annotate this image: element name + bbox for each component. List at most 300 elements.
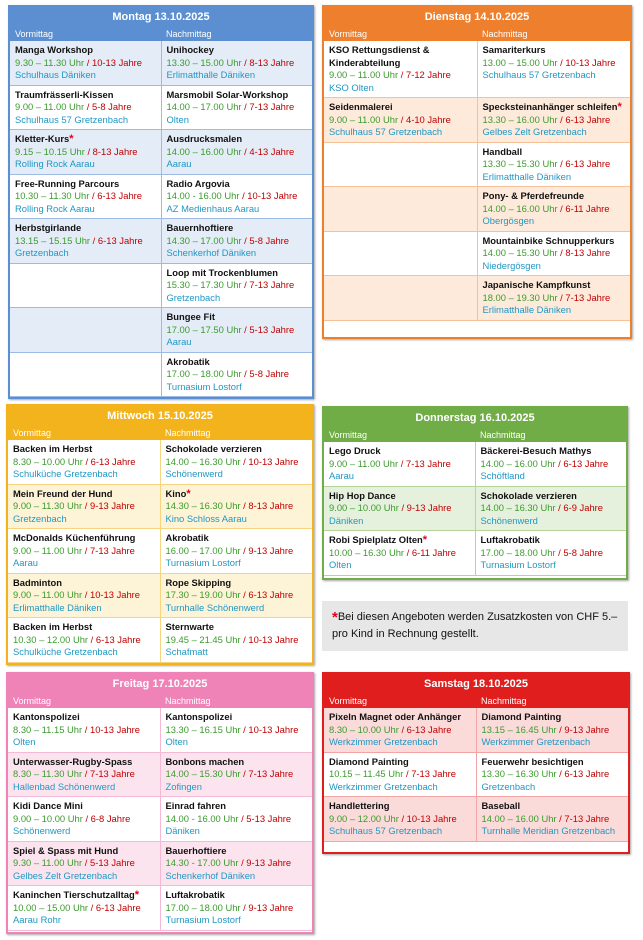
- location: Schulhaus 57 Gretzenbach: [482, 69, 596, 80]
- time-range: 9.00 – 11.00 Uhr: [329, 457, 399, 469]
- activity-title: [15, 222, 157, 235]
- activity-name: Backen im Herbst: [13, 443, 93, 454]
- table-row: [324, 797, 628, 842]
- age-range: 7-12 Jahre: [405, 69, 451, 80]
- time-age-line: [481, 502, 623, 515]
- time-age-line: [167, 368, 309, 381]
- location: Olten: [329, 559, 352, 570]
- morning-cell: [8, 886, 160, 930]
- activity-name: Bauernhoftiere: [166, 222, 234, 233]
- time-age-line: [166, 589, 309, 602]
- age-range: 6-13 Jahre: [95, 901, 141, 913]
- activity-table: [324, 442, 626, 576]
- activity-title: [482, 756, 625, 769]
- time-range: 9.00 – 11.00 Uhr: [329, 113, 399, 125]
- location: Aarau: [329, 470, 355, 481]
- activity-name: Bauerhoftiere: [165, 844, 227, 856]
- activity-name: Schokolade verzieren: [480, 489, 577, 501]
- activity-title: [483, 44, 627, 57]
- location: Erlimatthalle Däniken: [13, 601, 102, 613]
- time-age-line: [13, 724, 156, 737]
- location: Werkzimmer Gretzenbach: [329, 780, 438, 792]
- activity-name: Pony- & Pferdefreunde: [482, 190, 585, 201]
- afternoon-cell: [475, 442, 627, 486]
- afternoon-cell: [160, 797, 313, 841]
- age-range: 9-13 Jahre: [248, 544, 294, 556]
- activity-title: [13, 756, 156, 769]
- activity-name: Luftakrobatik: [165, 889, 225, 900]
- column-header-row: [8, 426, 312, 440]
- location: Schönenwerd: [13, 825, 71, 836]
- location: KSO Olten: [329, 81, 374, 93]
- table-row: [10, 41, 312, 86]
- table-row: [8, 886, 312, 931]
- morning-cell: [324, 531, 475, 575]
- location: Gelbes Zelt Gretzenbach: [482, 126, 587, 137]
- time-age-line: [15, 101, 157, 114]
- activity-title: [329, 800, 472, 813]
- morning-cell: [10, 41, 161, 85]
- time-age-line: [13, 500, 156, 513]
- activity-name: Handlettering: [329, 800, 390, 811]
- morning-cell: [324, 143, 477, 187]
- activity-title: [483, 101, 627, 114]
- column-header-morning: Vormittag: [13, 428, 52, 438]
- age-range: 6-13 Jahre: [95, 633, 141, 645]
- location: Gretzenbach: [15, 247, 69, 258]
- activity-title: [166, 756, 309, 769]
- time-range: 13.30 – 15.00 Uhr: [166, 56, 242, 68]
- time-range: 9.30 – 11.00 Uhr: [13, 857, 83, 868]
- time-age-line: [483, 158, 627, 171]
- time-range: 14.00 – 17.00 Uhr: [166, 101, 242, 112]
- separator: /: [240, 544, 249, 556]
- separator: /: [241, 234, 250, 246]
- location: Zofingen: [165, 780, 202, 792]
- activity-name: Herbstgirlande: [15, 222, 82, 233]
- activity-title: [329, 490, 471, 503]
- time-age-line: [483, 203, 627, 216]
- separator: /: [240, 589, 249, 600]
- activity-name: Akrobatik: [166, 355, 210, 367]
- time-age-line: [167, 57, 309, 70]
- day-title: Montag 13.10.2025: [10, 7, 312, 27]
- column-header-row: [324, 694, 628, 708]
- time-age-line: [329, 768, 472, 781]
- day-panel-monday: [8, 5, 314, 399]
- time-age-line: [166, 857, 309, 870]
- activity-title: [13, 800, 156, 813]
- age-range: 6-13 Jahre: [248, 589, 294, 600]
- afternoon-cell: [160, 574, 313, 618]
- activity-name: Hip Hop Dance: [329, 489, 396, 501]
- age-range: 10-13 Jahre: [248, 455, 299, 467]
- activity-title: [166, 443, 309, 456]
- location: Schulküche Gretzenbach: [13, 646, 118, 657]
- age-range: 8-13 Jahre: [248, 500, 294, 511]
- afternoon-cell: [477, 232, 631, 276]
- asterisk-icon: *: [617, 101, 622, 113]
- column-header-row: [324, 428, 626, 442]
- age-range: 6-13 Jahre: [90, 455, 136, 467]
- activity-title: [329, 534, 471, 547]
- time-age-line: [15, 190, 157, 203]
- separator: /: [82, 589, 90, 600]
- afternoon-cell: [160, 842, 313, 886]
- activity-title: [483, 190, 627, 203]
- afternoon-cell: [161, 264, 313, 308]
- separator: /: [238, 857, 247, 868]
- activity-title: [15, 89, 157, 102]
- separator: /: [241, 56, 250, 68]
- day-panel-thursday: [322, 406, 628, 580]
- time-range: 9.00 – 11.00 Uhr: [13, 544, 83, 556]
- column-header-morning: Vormittag: [329, 696, 368, 706]
- location: Obergösgen: [482, 215, 535, 226]
- activity-name: Spiel & Spass mit Hund: [13, 844, 119, 856]
- activity-name: Samariterkurs: [482, 44, 546, 55]
- activity-title: [13, 845, 156, 858]
- time-age-line: [481, 547, 623, 560]
- age-range: 9-13 Jahre: [564, 723, 610, 735]
- morning-cell: [324, 753, 476, 797]
- activity-title: [166, 711, 309, 724]
- location: Aarau: [166, 336, 192, 347]
- separator: /: [82, 857, 90, 868]
- activity-title: [13, 711, 156, 724]
- time-range: 14.00 - 16.00 Uhr: [165, 812, 239, 824]
- column-header-afternoon: Nachmittag: [165, 696, 211, 706]
- afternoon-cell: [475, 531, 627, 575]
- time-age-line: [15, 235, 157, 248]
- extra-cost-note: [322, 601, 628, 651]
- time-range: 16.00 – 17.00 Uhr: [165, 544, 241, 556]
- age-range: 6-13 Jahre: [564, 768, 610, 779]
- separator: /: [557, 158, 566, 169]
- separator: /: [240, 455, 249, 467]
- afternoon-cell: [160, 753, 313, 797]
- age-range: 7-13 Jahre: [249, 279, 295, 290]
- time-age-line: [13, 589, 156, 602]
- activity-title: [166, 800, 309, 813]
- afternoon-cell: [160, 886, 313, 930]
- age-range: 10-13 Jahre: [248, 723, 299, 735]
- time-range: 17.00 – 17.50 Uhr: [166, 323, 242, 335]
- activity-table: [324, 41, 630, 321]
- morning-cell: [324, 276, 477, 320]
- table-row: [10, 353, 312, 398]
- time-range: 9.00 – 11.00 Uhr: [15, 101, 85, 112]
- table-row: [324, 753, 628, 798]
- table-row: [10, 264, 312, 309]
- time-range: 14.00 – 16.00 Uhr: [480, 457, 556, 469]
- activity-title: [482, 800, 625, 813]
- time-range: 9.30 – 11.30 Uhr: [15, 56, 85, 68]
- time-range: 8.30 – 11.30 Uhr: [13, 768, 83, 779]
- separator: /: [557, 291, 566, 303]
- table-row: [8, 842, 312, 887]
- age-range: 7-13 Jahre: [249, 101, 295, 112]
- time-range: 19.45 – 21.45 Uhr: [165, 633, 241, 645]
- age-range: 6-11 Jahre: [411, 546, 457, 558]
- separator: /: [82, 812, 91, 824]
- age-range: 7-13 Jahre: [248, 768, 294, 779]
- location: Kino Schloss Aarau: [165, 512, 247, 524]
- separator: /: [557, 113, 566, 125]
- activity-name: Einrad fahren: [165, 800, 226, 811]
- morning-cell: [8, 529, 160, 573]
- separator: /: [398, 69, 406, 80]
- location: Rolling Rock Aarau: [15, 158, 95, 169]
- location: Aarau: [13, 557, 39, 568]
- activity-title: [13, 621, 156, 634]
- column-header-afternoon: Nachmittag: [480, 430, 526, 440]
- time-range: 14.00 – 16.30 Uhr: [480, 502, 556, 513]
- location: Turnhalle Schönenwerd: [165, 601, 265, 613]
- activity-title: [166, 577, 309, 590]
- time-range: 17.00 – 18.00 Uhr: [166, 368, 242, 379]
- activity-name: McDonalds Küchenführung: [13, 532, 136, 543]
- day-title: Samstag 18.10.2025: [324, 674, 628, 694]
- separator: /: [556, 768, 565, 779]
- time-range: 10.00 – 15.00 Uhr: [13, 901, 89, 913]
- time-range: 8.30 – 10.00 Uhr: [329, 723, 399, 735]
- time-age-line: [329, 114, 473, 127]
- age-range: 7-13 Jahre: [564, 812, 610, 824]
- separator: /: [84, 145, 93, 157]
- activity-title: [167, 356, 309, 369]
- day-panel-wednesday: [6, 404, 314, 665]
- separator: /: [82, 544, 90, 556]
- location: Schenkerhof Däniken: [166, 247, 257, 258]
- activity-name: Kantonspolizei: [13, 711, 80, 722]
- time-range: 14.00 – 15.30 Uhr: [482, 247, 558, 258]
- separator: /: [238, 812, 247, 824]
- age-range: 10-13 Jahre: [406, 812, 457, 824]
- time-age-line: [482, 724, 625, 737]
- location: Erlimatthalle Däniken: [482, 170, 572, 182]
- activity-name: Diamond Painting: [481, 711, 562, 722]
- separator: /: [557, 247, 566, 258]
- location: Gretzenbach: [166, 291, 221, 303]
- table-row: [324, 232, 630, 277]
- activity-name: Handball: [482, 145, 523, 157]
- separator: /: [88, 901, 96, 913]
- activity-title: [13, 889, 156, 902]
- afternoon-cell: [161, 308, 313, 352]
- morning-cell: [8, 618, 160, 662]
- age-range: 7-13 Jahre: [89, 544, 135, 556]
- activity-title: [483, 146, 627, 159]
- activity-name: Backen im Herbst: [13, 621, 93, 632]
- activity-name: Free-Running Parcours: [15, 177, 120, 189]
- age-range: 7-13 Jahre: [405, 457, 451, 469]
- location: Turnasium Lostorf: [165, 914, 241, 925]
- activity-name: Kantonspolizei: [165, 711, 233, 722]
- time-age-line: [13, 768, 156, 781]
- activity-title: [483, 235, 627, 248]
- separator: /: [239, 190, 248, 201]
- age-range: 6-13 Jahre: [97, 190, 143, 201]
- afternoon-cell: [477, 276, 631, 320]
- time-age-line: [13, 634, 156, 647]
- time-range: 13.30 – 16.30 Uhr: [481, 768, 557, 779]
- location: Erlimatthalle Däniken: [482, 304, 572, 315]
- location: Gretzenbach: [481, 780, 536, 792]
- age-range: 8-13 Jahre: [565, 247, 611, 258]
- activity-name: Bungee Fit: [166, 311, 215, 322]
- table-row: [324, 442, 626, 487]
- activity-table: [8, 440, 312, 663]
- afternoon-cell: [161, 41, 313, 85]
- age-range: 7-13 Jahre: [565, 291, 611, 303]
- separator: /: [89, 190, 98, 201]
- time-range: 14.00 – 16.30 Uhr: [165, 455, 241, 467]
- activity-name: Loop mit Trockenblumen: [166, 266, 278, 278]
- activity-name: Kaninchen Tierschutzalltag: [13, 889, 135, 900]
- table-row: [10, 219, 312, 264]
- time-age-line: [166, 813, 309, 826]
- activity-title: [167, 89, 309, 102]
- afternoon-cell: [477, 98, 631, 142]
- time-range: 9.00 – 11.30 Uhr: [13, 500, 83, 511]
- time-age-line: [13, 545, 156, 558]
- time-range: 9.00 – 11.00 Uhr: [329, 69, 399, 80]
- time-range: 13.15 – 15.15 Uhr: [15, 234, 91, 246]
- afternoon-cell: [160, 529, 313, 573]
- age-range: 10-13 Jahre: [248, 633, 299, 645]
- location: Schafmatt: [165, 646, 208, 657]
- activity-name: Mountainbike Schnupperkurs: [482, 234, 615, 246]
- separator: /: [555, 502, 564, 513]
- day-panel-saturday: [322, 672, 630, 854]
- location: Turnasium Lostorf: [165, 557, 241, 568]
- activity-title: [167, 267, 309, 280]
- table-row: [8, 753, 312, 798]
- activity-name: Marsmobil Solar-Workshop: [166, 88, 289, 100]
- activity-title: [329, 44, 473, 69]
- location: Schulhaus 57 Gretzenbach: [329, 825, 443, 836]
- morning-cell: [324, 187, 477, 231]
- activity-title: [483, 279, 627, 292]
- age-range: 5-8 Jahre: [249, 234, 289, 246]
- activity-name: Specksteinanhänger schleifen: [482, 101, 618, 112]
- time-range: 18.00 – 19.30 Uhr: [482, 291, 558, 303]
- time-age-line: [13, 902, 156, 915]
- activity-table: [8, 708, 312, 931]
- activity-title: [481, 490, 623, 503]
- age-range: 5-13 Jahre: [249, 323, 295, 335]
- note-text: Bei diesen Angeboten werden Zusatzkosten von CHF 5.– pro Kind in Rechnung gestellt.: [332, 611, 618, 640]
- column-header-afternoon: Nachmittag: [481, 696, 527, 706]
- age-range: 4-10 Jahre: [405, 113, 451, 125]
- afternoon-cell: [475, 487, 627, 531]
- time-age-line: [167, 324, 309, 337]
- activity-name: Seidenmalerei: [329, 101, 393, 112]
- time-age-line: [13, 857, 156, 870]
- column-header-afternoon: Nachmittag: [166, 29, 212, 39]
- table-row: [324, 487, 626, 532]
- activity-name: Unihockey: [166, 44, 214, 55]
- activity-name: Lego Druck: [329, 445, 381, 456]
- afternoon-cell: [476, 708, 629, 752]
- afternoon-cell: [161, 86, 313, 130]
- separator: /: [82, 768, 90, 779]
- activity-name: Manga Workshop: [15, 44, 93, 55]
- location: Werkzimmer Gretzenbach: [481, 736, 591, 747]
- morning-cell: [8, 574, 160, 618]
- activity-name: Feuerwehr besichtigen: [481, 755, 584, 767]
- day-title: Dienstag 14.10.2025: [324, 7, 630, 27]
- separator: /: [557, 56, 566, 68]
- time-range: 13.15 – 16.45 Uhr: [481, 723, 557, 735]
- morning-cell: [10, 86, 161, 130]
- location: Schöftland: [480, 470, 525, 481]
- activity-title: [329, 445, 471, 458]
- location: AZ Medienhaus Aarau: [166, 202, 260, 214]
- asterisk-icon: *: [134, 889, 140, 901]
- location: Hallenbad Schönenwerd: [13, 780, 116, 792]
- activity-name: Kletter-Kurs: [15, 133, 70, 144]
- age-range: 6-8 Jahre: [90, 812, 131, 824]
- morning-cell: [8, 842, 160, 886]
- time-age-line: [13, 813, 156, 826]
- separator: /: [241, 279, 250, 290]
- table-row: [324, 41, 630, 98]
- time-range: 13.30 – 15.30 Uhr: [482, 158, 558, 169]
- activity-name: Unterwasser-Rugby-Spass: [13, 755, 133, 767]
- asterisk-icon: *: [332, 609, 338, 626]
- activity-title: [166, 488, 309, 501]
- age-range: 6-13 Jahre: [406, 723, 452, 735]
- activity-title: [329, 711, 472, 724]
- location: Schulhaus 57 Gretzenbach: [329, 126, 443, 137]
- separator: /: [555, 546, 564, 558]
- table-row: [8, 574, 312, 619]
- column-header-morning: Vormittag: [329, 29, 368, 39]
- time-range: 9.00 – 11.00 Uhr: [13, 589, 83, 600]
- afternoon-cell: [476, 797, 629, 841]
- location: Olten: [165, 736, 188, 747]
- location: Aarau Rohr: [13, 914, 61, 925]
- age-range: 5-13 Jahre: [246, 812, 292, 824]
- age-range: 5-8 Jahre: [563, 546, 603, 558]
- table-row: [10, 175, 312, 220]
- table-row: [324, 276, 630, 321]
- afternoon-cell: [160, 618, 313, 662]
- activity-title: [166, 845, 309, 858]
- separator: /: [88, 633, 96, 645]
- table-row: [324, 708, 628, 753]
- time-age-line: [329, 724, 472, 737]
- age-range: 8-13 Jahre: [92, 145, 138, 157]
- time-age-line: [483, 57, 627, 70]
- activity-title: [15, 133, 157, 146]
- column-header-row: [10, 27, 312, 41]
- location: Schenkerhof Däniken: [165, 869, 256, 881]
- age-range: 10-13 Jahre: [89, 723, 141, 735]
- time-age-line: [482, 768, 625, 781]
- activity-name: Bäckerei-Besuch Mathys: [480, 445, 592, 456]
- separator: /: [90, 234, 98, 246]
- location: Schönenwerd: [480, 514, 538, 526]
- separator: /: [240, 500, 249, 511]
- separator: /: [241, 323, 250, 335]
- table-row: [10, 308, 312, 353]
- separator: /: [240, 768, 249, 779]
- time-range: 9.00 – 12.00 Uhr: [329, 812, 399, 824]
- time-age-line: [167, 190, 309, 203]
